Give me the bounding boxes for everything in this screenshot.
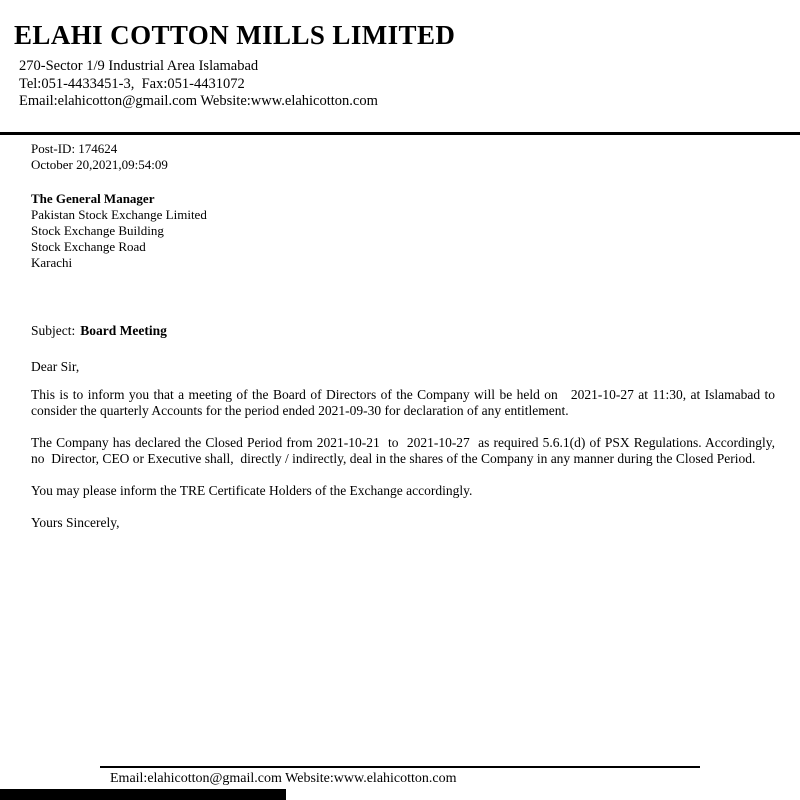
recipient-line-building: Stock Exchange Building	[31, 222, 164, 238]
timestamp: October 20,2021,09:54:09	[31, 156, 168, 172]
company-address: 270-Sector 1/9 Industrial Area Islamabad	[19, 58, 259, 74]
subject-label: Subject:	[31, 322, 76, 338]
paragraph-tre-holders: You may please inform the TRE Certificate Holders of the Exchange accordingly.	[31, 482, 473, 498]
subject-value: Board Meeting	[80, 322, 167, 338]
closing: Yours Sincerely,	[31, 514, 120, 530]
post-id: Post-ID: 174624	[31, 140, 118, 156]
recipient-title: The General Manager	[31, 190, 155, 206]
company-phone-fax: Tel:051-4433451-3, Fax:051-4431072	[19, 75, 245, 92]
company-name: ELAHI COTTON MILLS LIMITED	[14, 20, 456, 50]
recipient-line-organization: Pakistan Stock Exchange Limited	[31, 206, 207, 222]
footer-contact: Email:elahicotton@gmail.com Website:www.elahicotton.com	[110, 771, 457, 786]
company-email-website: Email:elahicotton@gmail.com Website:www.elahicotton.com	[19, 93, 378, 109]
paragraph-meeting-notice: This is to inform you that a meeting of the Board of Directors of the Company will be held on 2021-10-27 at 11:30, at Islamabad to consider the quarterly Accounts for the period ended 2021-09-30 for declaration of any entitlement.	[31, 386, 779, 418]
letterhead	[0, 0, 800, 111]
footer-divider	[100, 766, 700, 768]
recipient-line-city: Karachi	[31, 254, 73, 270]
recipient-line-road: Stock Exchange Road	[31, 238, 146, 254]
salutation: Dear Sir,	[31, 358, 80, 374]
paragraph-closed-period: The Company has declared the Closed Period from 2021-10-21 to 2021-10-27 as required 5.6.1(d) of PSX Regulations. Accordingly, no Director, CEO or Executive shall, directly / indirectly, deal in the shares of the Company in any manner during the Closed Period.	[31, 434, 779, 466]
bottom-bar	[0, 789, 286, 800]
recipient-block	[31, 191, 775, 271]
letter-body	[0, 135, 800, 531]
subject-row	[31, 323, 775, 339]
